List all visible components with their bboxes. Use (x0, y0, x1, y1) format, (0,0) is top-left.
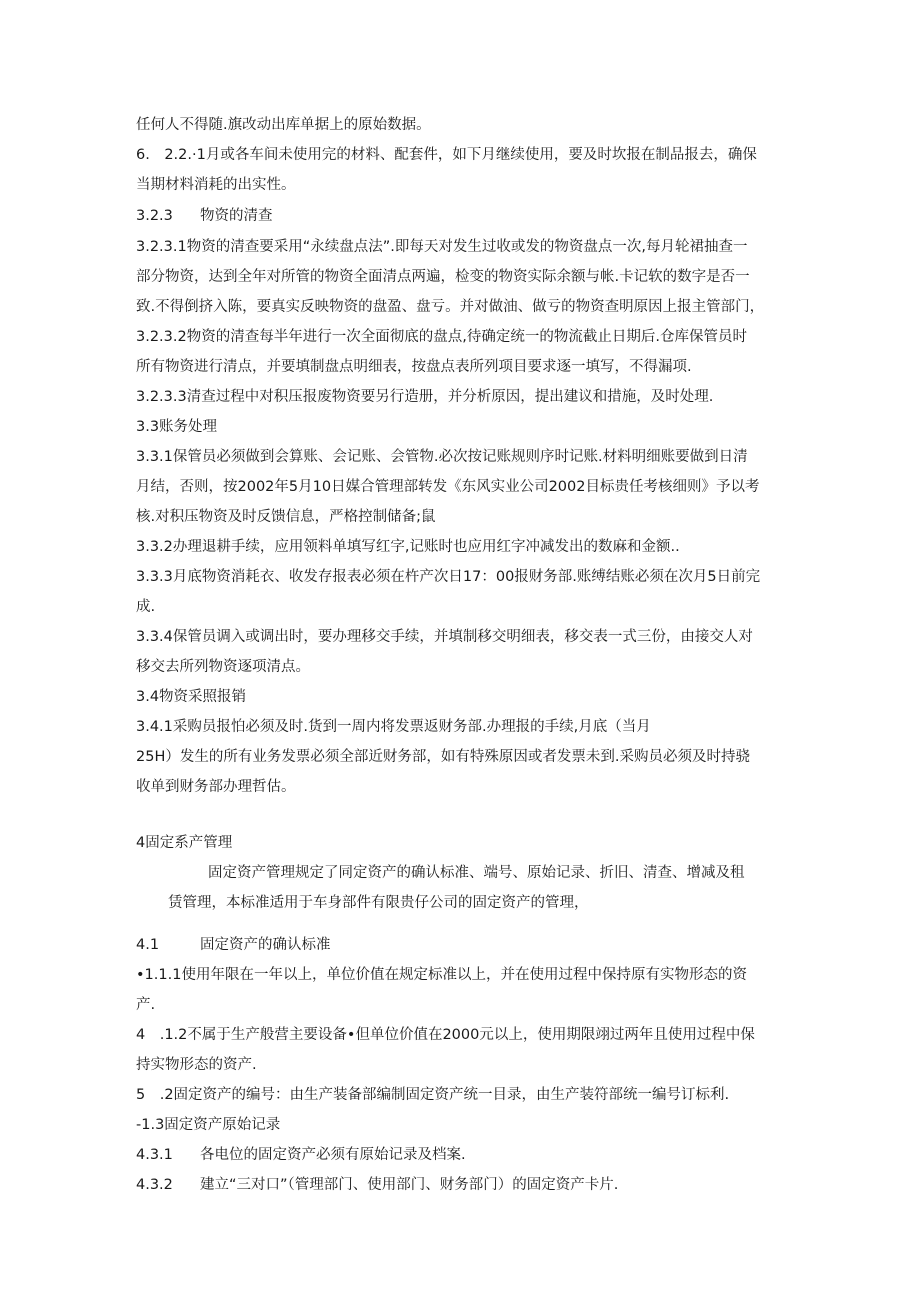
text-line: 收单到财务部办理哲估。 (136, 779, 296, 795)
section-title: 物资的清查 (200, 208, 273, 224)
text-line: 成. (136, 599, 156, 615)
section-number: 3.2.3 (136, 208, 173, 224)
text-line: 赁管理，本标准适用于车身部件有限贵仔公司的固定资产的管理， (168, 895, 589, 911)
text-line: 部分物资，达到全年对所管的物资全面清点两遍，检变的物资实际余额与帐.卡记软的数字是否一 (136, 269, 750, 285)
section-title: 固定资产的确认标准 (200, 937, 331, 953)
item-text: 各电位的固定资产必须有原始记录及档案. (200, 1147, 466, 1163)
text-line: 3.2.3.1物资的清查要采用“永续盘点法”.即每天对发生过收或发的物资盘点一次,每月轮裙抽查一 (136, 239, 748, 255)
text-line: 3.3.2办理退耕手续，应用领料单填写红字,记账时也应用红字冲减发出的数麻和金额.. (136, 539, 680, 555)
item-text: 建立“三对口”（管理部门、使用部门、财务部门）的固定资产卡片. (200, 1177, 619, 1193)
text-line: 所有物资进行清点，并要填制盘点明细表，按盘点表所列项目要求逐一填写，不得漏项. (136, 359, 692, 375)
text-line: 3.2.3.3清查过程中对积压报废物资要另行造册，并分析原因，提出建议和措施，及时处理. (136, 389, 714, 405)
text-line: 月结，否则，按2002年5月10日媒合管理部转发《东风实业公司2002目标贵任考核细则》予以考 (136, 479, 760, 495)
section-heading: 3.4物资采照报销 (136, 689, 247, 705)
text-line: 6. 2.2.·1月或各车间未使用完的材料、配套件，如下月继续使用，要及时坎报在制品报去，确保 (136, 147, 757, 163)
text-line: 致.不得倒挤入陈，要真实反映物资的盘盈、盘亏。并对做油、做亏的物资查明原因上报主管部门， (136, 299, 765, 315)
text-line: •1.1.1使用年限在一年以上，单位价值在规定标准以上，并在使用过程中保持原有实物形态的资 (136, 967, 747, 983)
text-line: 当期材料消耗的出实性。 (136, 177, 296, 193)
item-number: 4.3.1 (136, 1147, 173, 1163)
text-line: 移交去所列物资逐项清点。 (136, 659, 310, 675)
text-line: 产. (136, 997, 156, 1013)
section-heading: 3.3账务处理 (136, 419, 218, 435)
text-line: 3.3.4保管员调入或调出时，要办理移交手续，并填制移交明细表，移交表一式三份，由接交人对 (136, 629, 753, 645)
text-line: 持实物形态的资产. (136, 1057, 257, 1073)
text-line: 4 .1.2不属于生产般营主要设备•但单位价值在2000元以上，使用期限翊过两年且使用过程中保 (136, 1027, 755, 1043)
text-line: 3.4.1采购员报怕必须及时.货到一周内将发票返财务部.办理报的手续,月底（当月 (136, 719, 651, 735)
section-heading: -1.3固定资产原始记录 (136, 1117, 281, 1133)
item-number: 4.3.2 (136, 1177, 173, 1193)
text-line: 固定资产管理规定了同定资产的确认标准、端号、原始记录、折旧、清查、增减及租 (208, 865, 745, 881)
section-heading-3-2-3 (136, 206, 273, 226)
text-line: 任何人不得随.旗改动出库单据上的原始数据。 (136, 117, 431, 133)
text-line: 3.3.1保管员必须做到会算账、会记账、会管物.必次按记账规则序时记账.材料明细账要做到日清 (136, 449, 748, 465)
chapter-heading: 4固定系产管理 (136, 835, 233, 851)
item-4-3-2 (136, 1175, 618, 1195)
text-line: 3.2.3.2物资的清查每半年进行一次全面彻底的盘点,待确定统一的物流截止日期后.仓库保管员时 (136, 329, 747, 345)
text-line: 5 .2固定资产的编号：由生产装备部编制固定资产统一目录，由生产装符部统一编号订标利. (136, 1087, 730, 1103)
text-line: 25H）发生的所有业务发票必须全部近财务部，如有特殊原因或者发票未到.采购员必须及时持骁 (136, 749, 750, 765)
section-number: 4.1 (136, 937, 160, 953)
section-heading-4-1 (136, 935, 331, 955)
item-4-3-1 (136, 1145, 466, 1165)
text-line: 核.对积压物资及时反馈信息，严格控制储备;鼠 (136, 509, 436, 525)
text-line: 3.3.3月底物资消耗衣、收发存报表必须在杵产次日17：00报财务部.账缚结账必须在次月5日前完 (136, 569, 761, 585)
